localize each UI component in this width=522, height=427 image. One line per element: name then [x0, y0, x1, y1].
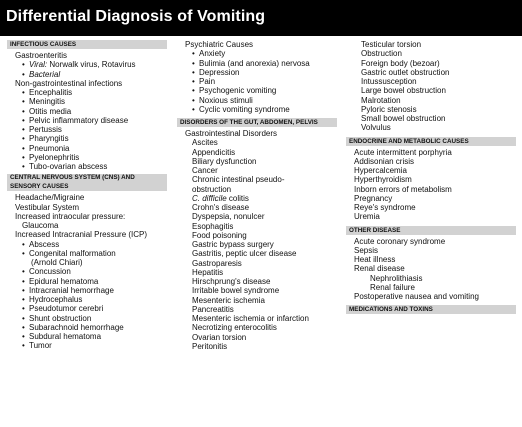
list-item: Glaucoma	[22, 221, 59, 230]
list-item: Irritable bowel syndrome	[192, 286, 280, 296]
list-item: Sepsis	[354, 245, 379, 255]
list-item: Esophagitis	[192, 221, 234, 231]
list-item: Pregnancy	[354, 193, 393, 203]
list-item	[177, 194, 337, 203]
section-header-cns	[7, 174, 167, 191]
c-difficile-label: C. difficile	[192, 193, 227, 203]
section-header-gut: DISORDERS OF THE GUT, ABDOMEN, PELVIS	[177, 118, 337, 127]
list-item: • Tumor	[7, 341, 167, 350]
list-item: • Pertussis	[7, 125, 167, 134]
list-item: Hyperthyroidism	[354, 175, 412, 185]
list-item: Peritonitis	[192, 341, 228, 351]
list-item: Uremia	[354, 212, 380, 222]
list-item: • Pyelonephritis	[7, 153, 167, 162]
list-item: Crohn's disease	[192, 203, 250, 212]
list-item: • Depression	[177, 68, 337, 77]
list-item: Hirschprung's disease	[192, 277, 271, 286]
list-item: • Pneumonia	[7, 144, 167, 153]
viral-label: Viral:	[29, 60, 48, 70]
list-item: Cancer	[192, 166, 218, 175]
list-item: Nephrolithiasis	[370, 273, 423, 283]
list-item: Gastric outlet obstruction	[361, 67, 450, 77]
list-item: • Bulimia (and anorexia) nervosa	[177, 59, 337, 68]
list-item: Obstruction	[361, 49, 402, 59]
list-item: • Subdural hematoma	[7, 332, 167, 341]
section-header-other: OTHER DISEASE	[346, 226, 516, 235]
list-item: • Psychogenic vomiting	[177, 86, 337, 95]
list-item: Food poisoning	[192, 230, 247, 240]
column-1	[7, 40, 167, 351]
list-item: • Tubo-ovarian abscess	[7, 162, 167, 171]
list-item: Renal failure	[370, 282, 415, 292]
list-item: • Epidural hematoma	[7, 277, 167, 286]
list-item: Vestibular System	[15, 202, 80, 212]
list-item: • Concussion	[7, 267, 167, 276]
list-item: Pyloric stenosis	[361, 104, 417, 114]
list-item: • Abscess	[7, 240, 167, 249]
colitis-label: colitis	[226, 193, 249, 203]
list-item: Biliary dysfunction	[192, 156, 257, 166]
list-item: Reye's syndrome	[354, 203, 416, 212]
list-item: Malrotation	[361, 95, 401, 105]
list-item: Inborn errors of metabolism	[354, 184, 452, 194]
list-item: Necrotizing enterocolitis	[192, 323, 277, 333]
list-item: Psychiatric Causes	[185, 40, 254, 49]
list-item: Appendicitis	[192, 147, 236, 157]
section-header-infectious: INFECTIOUS CAUSES	[7, 40, 167, 49]
list-item: Hypercalcemia	[354, 166, 407, 175]
list-item	[7, 60, 167, 69]
column-2	[177, 40, 337, 351]
list-item: • Meningitis	[7, 97, 167, 106]
list-item: Foreign body (bezoar)	[361, 58, 440, 68]
list-item: Non-gastrointestinal infections	[15, 78, 123, 88]
list-item: Increased intraocular pressure:	[15, 211, 126, 221]
bacterial-label: Bacterial	[29, 69, 61, 79]
list-item: Heat illness	[354, 255, 396, 264]
list-item: Volvulus	[361, 123, 391, 133]
list-item: • Pseudotumor cerebri	[7, 304, 167, 313]
list-item: Intussusception	[361, 77, 417, 86]
list-item: • Hydrocephalus	[7, 295, 167, 304]
list-item: • Intracranial hemorrhage	[7, 286, 167, 295]
list-item: obstruction	[192, 184, 232, 194]
list-item: Gastrointestinal Disorders	[185, 129, 278, 138]
list-item: Large bowel obstruction	[361, 86, 446, 96]
list-item: Pancreatitis	[192, 304, 234, 314]
list-item: Addisonian crisis	[354, 156, 415, 166]
list-item: • Anxiety	[177, 49, 337, 58]
list-item: Ascites	[192, 138, 218, 148]
section-header-cns-line1: CENTRAL NERVOUS SYSTEM (CNS) AND	[10, 174, 135, 182]
list-item: Mesenteric ischemia	[192, 295, 265, 305]
list-item: • Pharyngitis	[7, 134, 167, 143]
list-item: Small bowel obstruction	[361, 114, 446, 123]
list-item: • Noxious stimuli	[177, 96, 337, 105]
section-header-medications: MEDICATIONS AND TOXINS	[346, 305, 516, 314]
list-item: Gastroparesis	[192, 258, 242, 268]
list-item: Increased Intracranial Pressure (ICP)	[15, 230, 148, 240]
list-item: • Cyclic vomiting syndrome	[177, 105, 337, 114]
list-item: Ovarian torsion	[192, 332, 247, 342]
list-item: Gastritis, peptic ulcer disease	[192, 249, 297, 259]
list-item: Headache/Migraine	[15, 193, 85, 203]
list-item: (Arnold Chiari)	[31, 258, 83, 267]
list-item: Postoperative nausea and vomiting	[354, 292, 479, 301]
section-header-endocrine: ENDOCRINE AND METABOLIC CAUSES	[346, 137, 516, 146]
list-item: • Pelvic inflammatory disease	[7, 116, 167, 125]
list-item: • Pain	[177, 77, 337, 86]
list-item: Renal disease	[354, 264, 405, 274]
list-item: Mesenteric ischemia or infarction	[192, 314, 309, 323]
list-item: Gastric bypass surgery	[192, 240, 274, 249]
page-title: Differential Diagnosis of Vomiting	[6, 8, 266, 25]
list-item: • Encephalitis	[7, 88, 167, 97]
list-item: Acute coronary syndrome	[354, 236, 446, 246]
list-item: Hepatitis	[192, 267, 224, 277]
list-item: Gastroenteritis	[15, 51, 68, 60]
section-header-cns-line2: SENSORY CAUSES	[10, 182, 69, 190]
list-item: Chronic intestinal pseudo-	[192, 175, 285, 185]
title-bar	[0, 0, 522, 36]
viral-text: Norwalk virus, Rotavirus	[47, 60, 136, 70]
list-item: • Congenital malformation	[7, 249, 167, 258]
list-item: Acute intermittent porphyria	[354, 147, 452, 157]
list-item: • Shunt obstruction	[7, 314, 167, 323]
column-3	[346, 40, 516, 316]
list-item: • Subarachnoid hemorrhage	[7, 323, 167, 332]
list-item: Testicular torsion	[361, 40, 422, 49]
list-item: Dyspepsia, nonulcer	[192, 212, 265, 222]
list-item	[7, 70, 167, 79]
list-item: • Otitis media	[7, 107, 167, 116]
